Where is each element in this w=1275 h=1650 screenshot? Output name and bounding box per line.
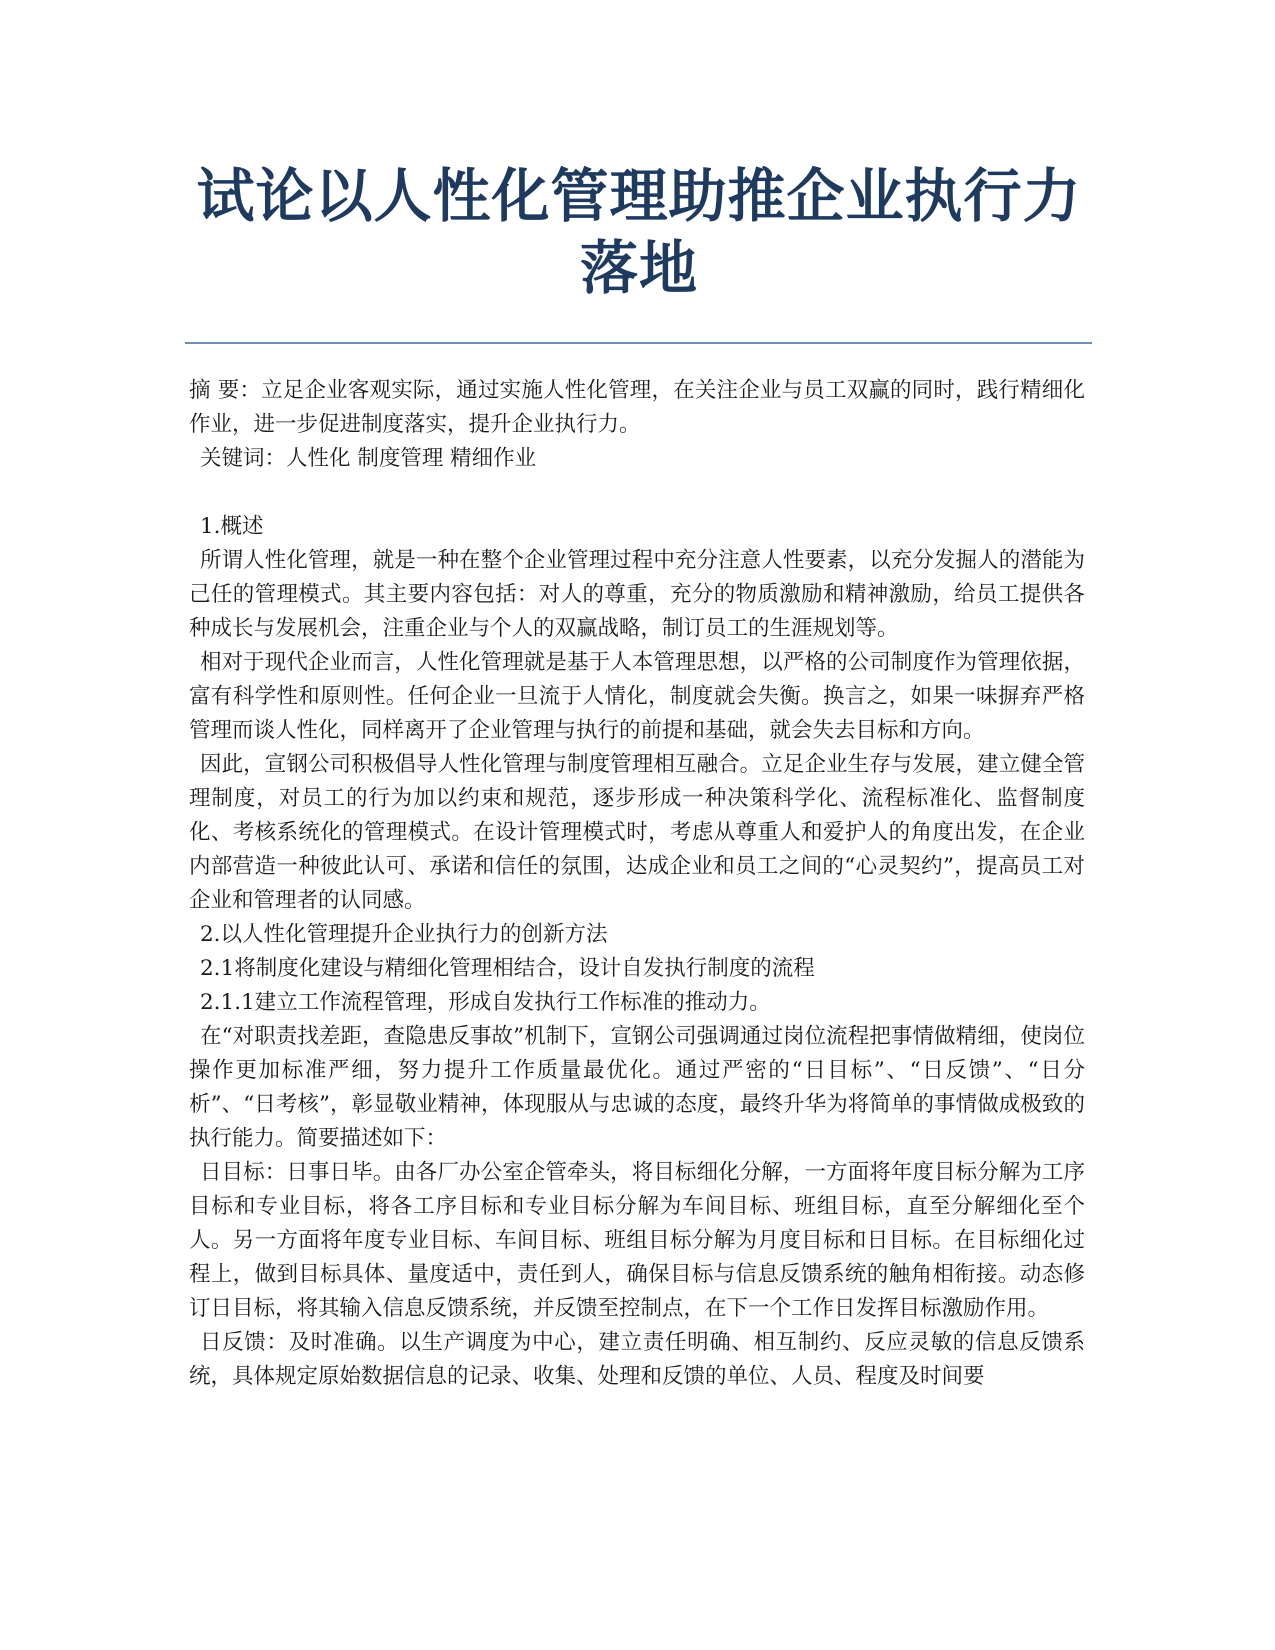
keywords: 关键词：人性化 制度管理 精细作业: [200, 446, 537, 471]
title-block: [185, 160, 1093, 304]
abstract: 摘 要：立足企业客观实际，通过实施人性化管理，在关注企业与员工双赢的同时，践行精细化作业，进一步促进制度落实，提升企业执行力。: [189, 378, 1085, 437]
title-divider: [185, 342, 1092, 344]
section-heading-1: 1.概述: [200, 514, 264, 539]
body-paragraph: 在“对职责找差距，查隐患反事故”机制下，宣钢公司强调通过岗位流程把事情做精细，使岗位操作更加标准严细，努力提升工作质量最优化。通过严密的“日目标”、“日反馈”、“日分析”、“日考核”，彰显敬业精神，体现服从与忠诚的态度，最终升华为将简单的事情做成极致的执行能力。简要描述如下：: [189, 1024, 1085, 1151]
body-paragraph: 相对于现代企业而言，人性化管理就是基于人本管理思想，以严格的公司制度作为管理依据，富有科学性和原则性。任何企业一旦流于人情化，制度就会失衡。换言之，如果一味摒弃严格管理而谈人性化，同样离开了企业管理与执行的前提和基础，就会失去目标和方向。: [189, 650, 1085, 743]
subsection-heading-2-1-1: 2.1.1建立工作流程管理，形成自发执行工作标准的推动力。: [200, 990, 771, 1015]
body-paragraph: 所谓人性化管理，就是一种在整个企业管理过程中充分注意人性要素，以充分发掘人的潜能为己任的管理模式。其主要内容包括：对人的尊重，充分的物质激励和精神激励，给员工提供各种成长与发展机会，注重企业与个人的双赢战略，制订员工的生涯规划等。: [189, 548, 1085, 641]
section-heading-2: 2.以人性化管理提升企业执行力的创新方法: [200, 922, 608, 947]
blank-line: [189, 476, 1085, 510]
body-paragraph: 日反馈：及时准确。以生产调度为中心，建立责任明确、相互制约、反应灵敏的信息反馈系统，具体规定原始数据信息的记录、收集、处理和反馈的单位、人员、程度及时间要: [189, 1330, 1085, 1389]
subsection-heading-2-1: 2.1将制度化建设与精细化管理相结合，设计自发执行制度的流程: [200, 956, 815, 981]
body-paragraph: 因此，宣钢公司积极倡导人性化管理与制度管理相互融合。立足企业生存与发展，建立健全管理制度，对员工的行为加以约束和规范，逐步形成一种决策科学化、流程标准化、监督制度化、考核系统化的管理模式。在设计管理模式时，考虑从尊重人和爱护人的角度出发，在企业内部营造一种彼此认可、承诺和信任的氛围，达成企业和员工之间的“心灵契约”，提高员工对企业和管理者的认同感。: [189, 752, 1085, 913]
body-paragraph: 日目标：日事日毕。由各厂办公室企管牵头，将目标细化分解，一方面将年度目标分解为工序目标和专业目标，将各工序目标和专业目标分解为车间目标、班组目标，直至分解细化至个人。另一方面将年度专业目标、车间目标、班组目标分解为月度目标和日目标。在目标细化过程上，做到目标具体、量度适中，责任到人，确保目标与信息反馈系统的触角相衔接。动态修订日目标，将其输入信息反馈系统，并反馈至控制点，在下一个工作日发挥目标激励作用。: [189, 1160, 1085, 1321]
document-title: 试论以人性化管理助推企业执行力落地: [196, 162, 1082, 302]
document-body: [189, 374, 1085, 1394]
